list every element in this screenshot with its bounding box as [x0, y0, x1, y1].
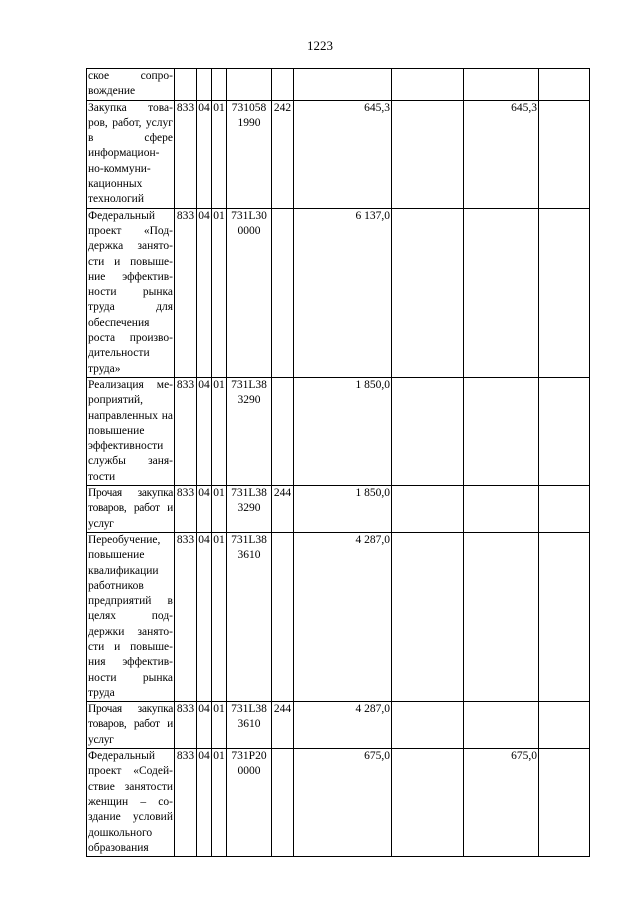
section-code: 04: [197, 208, 212, 377]
ministry-code: 833: [175, 486, 197, 533]
amount-total: 1 850,0: [294, 377, 392, 485]
expense-type-code: [272, 749, 294, 857]
page-number: 1223: [307, 38, 333, 53]
amount-col2: [392, 486, 464, 533]
subsection-code: [212, 69, 227, 101]
table-row: [87, 486, 590, 533]
amount-col2: [392, 69, 464, 101]
ministry-code: 833: [175, 208, 197, 377]
amount-col2: [392, 208, 464, 377]
subsection-code: 01: [212, 377, 227, 485]
section-code: 04: [197, 749, 212, 857]
row-name: Федеральный проект «Содей-ствие занятости женщин – со-здание условий дошкольного образования: [87, 749, 175, 857]
ministry-code: 833: [175, 377, 197, 485]
amount-col2: [392, 377, 464, 485]
amount-col3: [464, 377, 539, 485]
table-row: [87, 69, 590, 101]
table-row: [87, 377, 590, 485]
expense-type-code: 244: [272, 702, 294, 749]
amount-col3: [464, 702, 539, 749]
section-code: [197, 69, 212, 101]
subsection-code: 01: [212, 702, 227, 749]
amount-col2: [392, 702, 464, 749]
target-code: 731L38 3290: [227, 486, 272, 533]
section-code: 04: [197, 532, 212, 701]
amount-col4: [539, 377, 590, 485]
table-row: [87, 532, 590, 701]
row-name: Прочая закупка товаров, работ и услуг: [87, 486, 175, 533]
section-code: 04: [197, 377, 212, 485]
expense-type-code: [272, 69, 294, 101]
row-name: Реализация ме-роприятий, направленных на повышение эффективности службы заня-тости: [87, 377, 175, 485]
amount-col3: [464, 486, 539, 533]
subsection-code: 01: [212, 486, 227, 533]
amount-total: 6 137,0: [294, 208, 392, 377]
amount-total: 4 287,0: [294, 532, 392, 701]
ministry-code: 833: [175, 749, 197, 857]
target-code: [227, 69, 272, 101]
ministry-code: 833: [175, 532, 197, 701]
amount-total: 675,0: [294, 749, 392, 857]
table-row: [87, 702, 590, 749]
row-name: Федеральный проект «Под-держка занято-сти и повыше-ние эффектив-ности рынка труда для обеспечения роста произво-дительности труда»: [87, 208, 175, 377]
target-code: 731058 1990: [227, 100, 272, 208]
amount-col3: 675,0: [464, 749, 539, 857]
target-code: 731P20 0000: [227, 749, 272, 857]
expense-type-code: [272, 208, 294, 377]
table-row: [87, 208, 590, 377]
section-code: 04: [197, 100, 212, 208]
amount-col4: [539, 69, 590, 101]
section-code: 04: [197, 702, 212, 749]
row-name: ское сопро-вождение: [87, 69, 175, 101]
expense-type-code: [272, 532, 294, 701]
ministry-code: [175, 69, 197, 101]
target-code: 731L30 0000: [227, 208, 272, 377]
amount-col4: [539, 486, 590, 533]
target-code: 731L38 3610: [227, 702, 272, 749]
amount-total: 645,3: [294, 100, 392, 208]
ministry-code: 833: [175, 100, 197, 208]
amount-col3: [464, 532, 539, 701]
expense-type-code: 242: [272, 100, 294, 208]
amount-col4: [539, 100, 590, 208]
section-code: 04: [197, 486, 212, 533]
amount-total: 1 850,0: [294, 486, 392, 533]
subsection-code: 01: [212, 749, 227, 857]
row-name: Переобучение, повышение квалификации работников предприятий в целях под-держки занято-сти и повыше-ния эффектив-ности рынка труда: [87, 532, 175, 701]
amount-col2: [392, 532, 464, 701]
amount-col3: [464, 208, 539, 377]
amount-col2: [392, 749, 464, 857]
expense-type-code: [272, 377, 294, 485]
amount-col4: [539, 532, 590, 701]
amount-total: [294, 69, 392, 101]
table-row: [87, 100, 590, 208]
amount-col2: [392, 100, 464, 208]
target-code: 731L38 3290: [227, 377, 272, 485]
table-row: [87, 749, 590, 857]
amount-col4: [539, 749, 590, 857]
row-name: Закупка това-ров, работ, услуг в сфере информацион-но-коммуни-кационных технологий: [87, 100, 175, 208]
target-code: 731L38 3610: [227, 532, 272, 701]
subsection-code: 01: [212, 100, 227, 208]
amount-col4: [539, 702, 590, 749]
row-name: Прочая закупка товаров, работ и услуг: [87, 702, 175, 749]
subsection-code: 01: [212, 208, 227, 377]
expense-type-code: 244: [272, 486, 294, 533]
amount-col3: [464, 69, 539, 101]
amount-total: 4 287,0: [294, 702, 392, 749]
ministry-code: 833: [175, 702, 197, 749]
budget-table: [86, 68, 590, 857]
amount-col4: [539, 208, 590, 377]
subsection-code: 01: [212, 532, 227, 701]
amount-col3: 645,3: [464, 100, 539, 208]
